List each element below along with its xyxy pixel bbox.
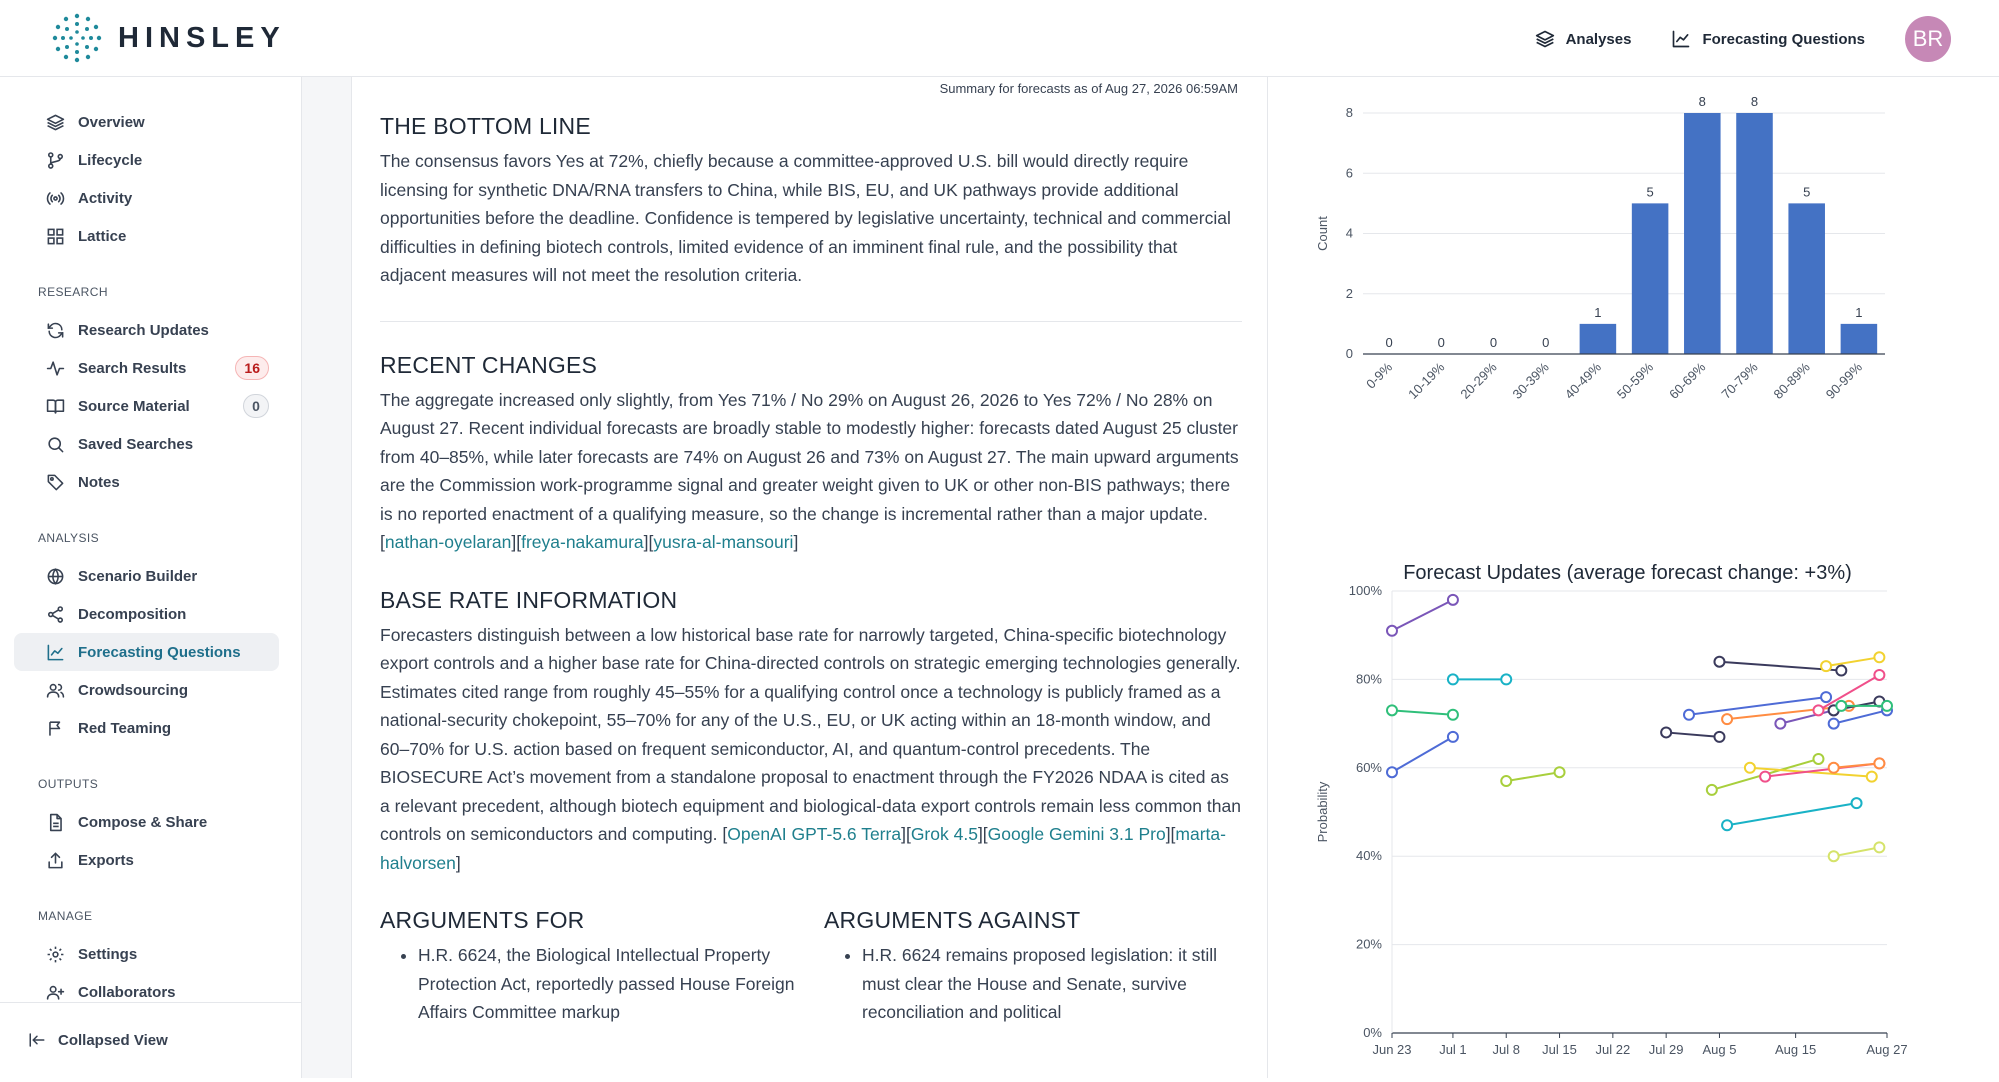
citation-link[interactable]: yusra-al-mansouri [653,532,794,552]
arguments-for-list [380,941,798,1027]
bar-data-label: 5 [1646,184,1654,200]
x-tick-label: Aug 27 [1866,1042,1908,1057]
y-tick-label: 2 [1345,285,1353,301]
sidebar-section-research: RESEARCH [38,285,108,299]
sidebar-item-label: Lifecycle [78,151,143,169]
forecast-point [1448,674,1458,684]
bar-data-label: 0 [1385,335,1393,350]
search-icon [46,435,65,454]
forecast-summary-panel[interactable] [351,77,1268,1078]
forecast-update-line [1727,803,1856,825]
divider [380,321,1242,322]
nav-analyses-label: Analyses [1565,30,1632,48]
grid-icon [46,227,65,246]
bar-data-label: 8 [1698,94,1706,109]
recent-changes-section [380,352,1242,557]
histogram-svg [1268,77,1999,497]
forecast-point [1714,657,1724,667]
forecast-point [1501,776,1511,786]
broadcast-icon [46,189,65,208]
histogram-bar [1580,324,1617,354]
sidebar-nav[interactable] [0,77,301,1002]
document-icon [46,813,65,832]
x-tick-label: 10-19% [1405,359,1448,402]
sidebar-item-decomposition[interactable] [14,595,279,633]
content-gutter [302,77,351,1078]
forecast-point [1874,652,1884,662]
refresh-icon [46,321,65,340]
sidebar-item-collaborators[interactable] [14,973,279,1002]
x-tick-label: 60-69% [1666,359,1709,402]
sidebar-item-label: Collaborators [78,983,176,1001]
nav-analyses[interactable] [1535,29,1632,49]
x-tick-label: 30-39% [1509,359,1552,402]
arguments-against-list [824,941,1242,1027]
sidebar-item-label: Search Results [78,359,187,377]
forecast-point [1387,626,1397,636]
x-tick-label: Jun 23 [1372,1042,1412,1057]
globe-icon [46,567,65,586]
summary-document [380,113,1242,1027]
sidebar-item-notes[interactable] [14,463,279,501]
gear-icon [46,945,65,964]
forecast-distribution-chart [1268,77,1999,497]
y-tick-label: 0 [1345,346,1353,361]
histogram-bar [1788,203,1825,354]
sidebar-item-activity[interactable] [14,179,279,217]
forecast-point [1387,705,1397,715]
collapse-label: Collapsed View [58,1031,168,1049]
sidebar-item-lifecycle[interactable] [14,141,279,179]
y-tick-label: 8 [1345,105,1353,120]
base-rate-text: Forecasters distinguish between a low historical base rate for narrowly targeted, China-specific biotechnology export controls and a higher base rate for China-directed controls on strategic emerging technologies generally. Estimates cited range from roughly 45–55% for a qualifying control once a technology is publicly framed as a national-security chokepoint, 55–70% for any of the U.S., EU, or UK acting within an 18-month window, and 60–70% for U.S. action based on frequent semiconductor, AI, and quantum-control precedents. The BIOSECURE Act’s movement from a standalone proposal to enactment through the FY2026 NDAA is cited as a relevant precedent, although biotech equipment and biological-data export controls remain less common than controls on semiconductors and computing. [380,624,1241,844]
forecast-point [1867,772,1877,782]
base-rate-section [380,587,1242,878]
arguments-for [380,907,798,1027]
recent-changes-heading: RECENT CHANGES [380,351,598,378]
forecast-point [1882,701,1892,711]
forecast-update-line [1689,697,1826,715]
share-icon [46,605,65,624]
sidebar-section-outputs: OUTPUTS [38,777,99,791]
sidebar-item-label: Overview [78,113,145,131]
sidebar-item-label: Notes [78,473,120,491]
collapse-left-icon [28,1031,46,1049]
sidebar-item-label: Source Material [78,397,190,415]
x-tick-label: 90-99% [1822,359,1866,402]
x-tick-label: 40-49% [1561,359,1605,402]
sidebar-item-source-material[interactable] [14,387,279,425]
forecast-point [1661,727,1671,737]
arguments-for-heading: ARGUMENTS FOR [380,907,585,933]
sidebar-item-label: Settings [78,945,138,963]
sidebar-item-label: Compose & Share [78,813,208,831]
bottom-line-text: The consensus favors Yes at 72%, chiefly because a committee-approved U.S. bill would directly require licensing for synthetic DNA/RNA transfers to China, while BIS, EU, and UK pathways provide additional opportunities before the deadline. Confidence is tempered by legislative uncertainty, technical and commercial difficulties in defining biotech controls, limited evidence of an imminent final rule, and the possibility that adjacent measures will not meet the resolution criteria. [380,151,1231,285]
bar-data-label: 1 [1594,304,1602,320]
x-tick-label: 0-9% [1363,359,1396,392]
histogram-bar [1736,113,1773,354]
sidebar-item-label: Crowdsourcing [78,681,189,699]
x-tick-label: Aug 5 [1702,1042,1737,1057]
forecast-point [1874,670,1884,680]
forecast-updates-chart [1268,557,1999,1077]
sidebar-item-label: Lattice [78,227,127,245]
citation-link[interactable]: marta-halvorsen [380,824,1226,873]
user-plus-icon [46,983,65,1002]
sidebar-item-label: Activity [78,189,133,207]
recent-changes-text: The aggregate increased only slightly, from Yes 71% / No 29% on August 26, 2026 to Yes 72% / No 28% on August 27. Recent individual forecasts are broadly stable to modestly higher: forecasts dated August 25 cluster from 40–85%, while later forecasts are 74% on August 26 and 73% on August 27. The main upward arguments are the Commission work-programme signal and greater weight given to UK or other non-BIS pathways; there is no reported enactment of a qualifying measure, so the change is incremental rather than a major update. [380,389,1239,524]
user-avatar[interactable]: BR [1905,16,1951,62]
bar-data-label: 8 [1750,94,1759,109]
base-rate-paragraph: Forecasters distinguish between a low historical base rate for narrowly targeted, China-specific biotechnology export controls and a higher base rate for China-directed controls on strategic emerging technologies generally. Estimates cited range from roughly 45–55% for a qualifying control once a technology is publicly framed as a national-security chokepoint, 55–70% for any of the U.S., EU, or UK acting within an 18-month window, and 60–70% for U.S. action based on frequent semiconductor, AI, and quantum-control precedents. The BIOSECURE Act’s movement from a standalone proposal to enactment through the FY2026 NDAA is cited as a relevant precedent, although biotech equipment and biological-data export controls remain less common than controls on semiconductors and computing. [OpenAI GPT-5.6 Terra][Grok 4.5][Google Gemini 3.1 Pro][marta-halvorsen] [380,624,1241,873]
x-tick-label: Jul 1 [1439,1042,1467,1057]
y-tick-label: 0% [1363,1025,1382,1040]
forecast-update-line [1666,732,1719,736]
forecast-point [1501,674,1511,684]
forecast-update-line [1834,847,1880,856]
sidebar-section-analysis: ANALYSIS [38,531,100,545]
y-tick-label: 4 [1345,225,1353,241]
bottom-line-heading: THE BOTTOM LINE [380,113,591,139]
layers-icon [46,113,65,132]
x-tick-label: Aug 15 [1775,1042,1817,1057]
forecast-update-line [1392,710,1453,714]
sidebar-item-label: Forecasting Questions [78,643,241,661]
forecast-point [1448,732,1458,742]
y-axis-label: Count [1315,216,1330,251]
book-icon [46,397,65,416]
summary-timestamp: Summary for forecasts as of Aug 27, 2026 06:59AM [939,81,1238,96]
list-item: • H.R. 6624, the Biological Intellectual Property Protection Act, reportedly passed House Foreign Affairs Committee markup [418,941,798,1027]
x-tick-label: Jul 15 [1542,1042,1577,1057]
layers-icon [1535,29,1555,49]
sidebar-item-label: Research Updates [78,321,209,339]
sidebar-item-label: Scenario Builder [78,567,198,585]
sidebar-footer [0,1002,301,1078]
sidebar-item-red-teaming[interactable] [14,709,279,747]
sidebar-item-exports[interactable] [14,841,279,879]
sidebar-item-compose-share[interactable] [14,803,279,841]
forecast-point [1387,767,1397,777]
export-icon [46,851,65,870]
sidebar-item-label: Saved Searches [78,435,194,453]
forecast-update-line [1392,737,1453,772]
list-item: • H.R. 6624 remains proposed legislation: it still must clear the House and Senate, survive reconciliation and political [862,941,1242,1027]
forecast-point [1829,719,1839,729]
top-bar [0,0,1999,77]
y-tick-label: 80% [1355,671,1382,687]
x-tick-label: 80-89% [1770,359,1813,402]
nav-forecasting-label: Forecasting Questions [1702,30,1865,48]
forecast-point [1555,767,1565,777]
citation-link[interactable]: OpenAI GPT-5.6 Terra [727,824,902,844]
sidebar-item-saved-searches[interactable] [14,425,279,463]
base-rate-heading: BASE RATE INFORMATION [380,586,678,613]
citation-link[interactable]: Google Gemini 3.1 Pro [987,824,1166,844]
forecast-point [1813,705,1823,715]
bar-data-label: 1 [1855,304,1863,320]
bar-data-label: 0 [1542,335,1550,350]
forecast-update-line [1834,763,1880,767]
x-tick-label: Jul 22 [1595,1042,1631,1057]
tag-icon [46,473,65,492]
forecast-update-line [1506,772,1559,781]
hinsley-logo-icon [52,13,102,63]
forecast-point [1874,842,1884,852]
sidebar-item-research-updates[interactable] [14,311,279,349]
histogram-bar [1684,113,1721,354]
forecast-point [1829,763,1839,773]
y-tick-label: 40% [1355,848,1382,864]
sidebar-item-forecasting-questions[interactable] [14,633,279,671]
sidebar-item-overview[interactable] [14,103,279,141]
sidebar-item-lattice[interactable] [14,217,279,255]
x-tick-label: Jul 8 [1492,1042,1520,1057]
histogram-bar [1632,203,1669,354]
forecast-point [1821,661,1831,671]
forecast-point [1874,758,1884,768]
y-tick-label: 100% [1348,583,1382,598]
pulse-icon [46,359,65,378]
sidebar [0,77,302,1078]
line-chart-icon [46,643,65,662]
sidebar-item-search-results[interactable] [14,349,279,387]
forecast-point [1836,666,1846,676]
forecast-point [1836,701,1846,711]
bar-data-label: 0 [1437,335,1445,350]
sidebar-item-crowdsourcing[interactable] [14,671,279,709]
x-tick-label: 70-79% [1718,359,1761,402]
arguments-against [824,907,1242,1027]
bar-data-label: 5 [1803,184,1811,200]
arguments-columns [380,907,1242,1027]
histogram-bar [1841,324,1878,354]
forecast-point [1821,692,1831,702]
sidebar-item-label: Decomposition [78,605,187,623]
line-chart-svg [1268,557,1999,1077]
forecast-update-line [1392,600,1453,631]
y-tick-label: 60% [1355,759,1382,775]
sidebar-item-label: Exports [78,851,134,869]
y-axis-label: Probability [1315,781,1330,843]
users-icon [46,681,65,700]
source-material-count-badge: 0 [243,394,269,418]
search-results-count-badge: 16 [235,356,269,380]
y-tick-label: 20% [1355,936,1382,952]
forecast-point [1852,798,1862,808]
nav-forecasting-questions[interactable] [1671,29,1865,49]
branch-icon [46,151,65,170]
x-tick-label: 20-29% [1457,359,1500,402]
forecast-update-line [1826,657,1879,666]
forecast-point [1775,719,1785,729]
sidebar-item-label: Red Teaming [78,719,172,737]
recent-changes-paragraph: The aggregate increased only slightly, from Yes 71% / No 29% on August 26, 2026 to Yes 72% / No 28% on August 27. Recent individual forecasts are broadly stable to modestly higher: forecasts dated August 25 cluster from 40–85%, while later forecasts are 74% on August 26 and 73% on August 27. The main upward arguments are the Commission work-programme signal and greater weight given to UK or other non-BIS pathways; there is no reported enactment of a qualifying measure, so the change is incremental rather than a major update. [nathan-oyelaran][freya-nakamura][yusra-al-mansouri] [380,389,1239,552]
forecast-point [1684,710,1694,720]
sidebar-item-settings[interactable] [14,935,279,973]
collapse-sidebar-button[interactable] [28,1031,168,1049]
forecast-update-line [1834,710,1887,723]
forecast-point [1829,851,1839,861]
charts-panel [1268,77,1999,1078]
forecast-point [1745,763,1755,773]
sidebar-section-manage: MANAGE [38,909,93,923]
line-chart-icon [1671,29,1691,49]
x-tick-label: Jul 29 [1648,1042,1684,1057]
arguments-against-heading: ARGUMENTS AGAINST [824,907,1081,933]
x-tick-label: 50-59% [1613,359,1657,402]
sidebar-item-scenario-builder[interactable] [14,557,279,595]
flag-icon [46,719,65,738]
forecast-point [1760,772,1770,782]
forecast-point [1707,785,1717,795]
chart-title: Forecast Updates (average forecast change: +3%) [1403,562,1852,584]
forecast-point [1813,754,1823,764]
forecast-point [1722,820,1732,830]
citation-link[interactable]: freya-nakamura [521,532,644,552]
forecast-point [1722,714,1732,724]
forecast-point [1714,732,1724,742]
citation-link[interactable]: Grok 4.5 [910,824,978,844]
forecast-point [1448,710,1458,720]
app-name: HINSLEY [118,21,286,54]
y-tick-label: 6 [1345,165,1353,181]
top-nav [1535,16,1951,62]
forecast-point [1448,595,1458,605]
app-logo[interactable] [52,13,286,63]
bar-data-label: 0 [1489,335,1498,350]
citation-link[interactable]: nathan-oyelaran [384,532,512,552]
